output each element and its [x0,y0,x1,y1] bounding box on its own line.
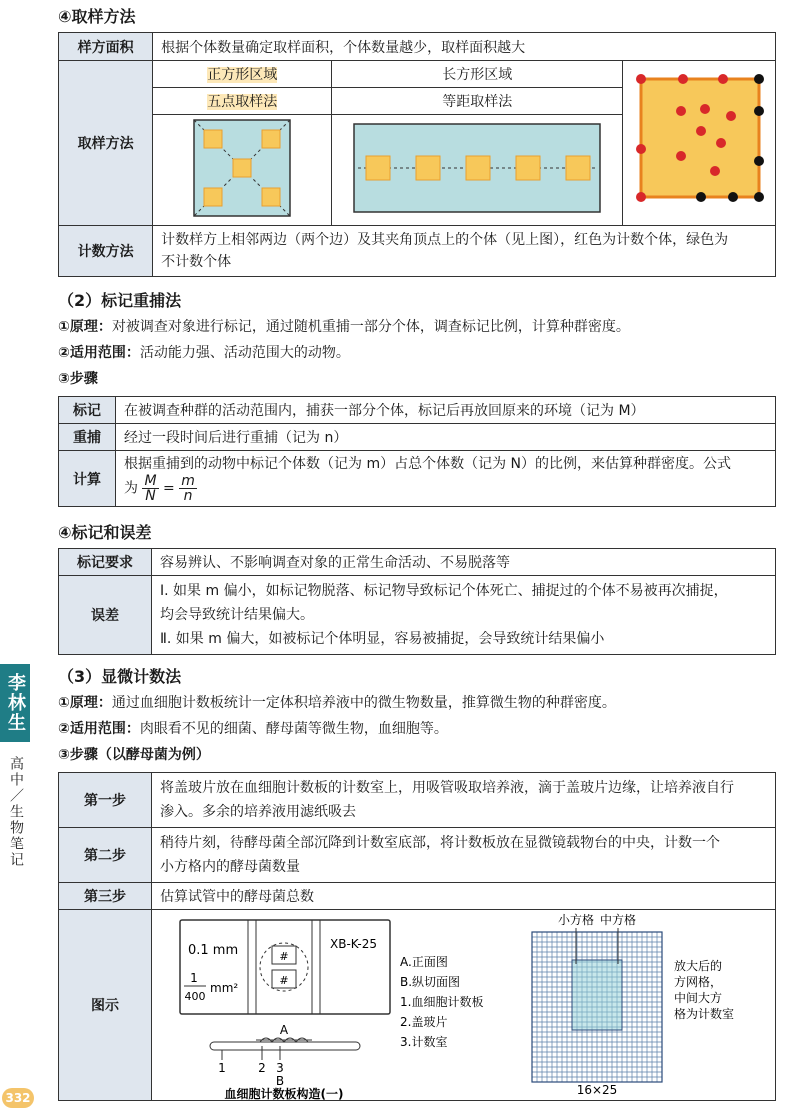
step1-text-2: 渗入。多余的培养液用滤纸吸去 [160,804,356,820]
num-3: 3 [276,1061,284,1075]
row-label-recapture: 重捕 [59,424,116,451]
row-text-counting-1: 计数样方上相邻两边（两个边）及其夹角顶点上的个体（见上图），红色为计数个体，绿色为 [161,232,729,248]
sampling-table [58,32,776,277]
micro-steps-label: ③步骤（以酵母菌为例） [58,747,210,763]
num-1: 1 [218,1061,226,1075]
principle-line: ①原理：对被调查对象进行标记，通过随机重捕一部分个体，调查标记比例，计算种群密度。 [58,319,630,335]
error-text-2: 均会导致统计结果偏大。 [160,607,314,623]
page-number: 332 [2,1088,34,1108]
brand-subtitle: 高中／生物笔记 [8,756,24,868]
step3-text: 估算试管中的酵母菌总数 [152,883,776,910]
row-text-recapture: 经过一段时间后进行重捕（记为 n） [116,424,776,451]
area-unit: mm² [210,981,239,995]
hash-bottom: # [279,974,289,987]
counting-quadrat-diagram [623,61,773,221]
volume-label: 0.1 mm [188,943,239,958]
section-heading-micro-count: （3）显微计数法 [58,667,182,686]
num-2: 2 [258,1061,266,1075]
row-text-calc: 根据重捕到的动物中标记个体数（记为 m）占总个体数（记为 N）的比例，来估算种群密度。公式 [124,456,732,472]
row-text-quadrat-area: 根据个体数量确定取样面积，个体数量越少，取样面积越大 [153,33,776,61]
mid-grid-label: 中方格 [599,913,637,927]
col-five-point: 五点取样法 [207,94,278,111]
scope-line: ②适用范围：活动能力强、活动范围大的动物。 [58,345,350,361]
step2-label: 第二步 [59,828,152,883]
row-text-counting-2: 不计数个体 [161,254,232,270]
five-point-diagram [192,118,292,218]
grid-note-1: 方网格， [674,975,723,989]
grid-note-0: 放大后的 [674,959,723,973]
step1-label: 第一步 [59,773,152,828]
small-grid-label: 小方格 [557,913,595,927]
diagram-cell [152,910,776,1101]
counting-quadrat-cell [623,61,776,226]
section-heading-mark-recapture: （2）标记重捕法 [58,291,182,310]
error-text-3: Ⅱ. 如果 m 偏大，如被标记个体明显，容易被捕捉，会导致统计结果偏小 [160,631,605,647]
legend-4: 3.计数室 [400,1035,448,1049]
legend-1: B.纵切面图 [400,975,461,989]
row-label-counting: 计数方法 [59,226,153,277]
five-point-cell [153,115,332,226]
section-heading-sampling-method: ④取样方法 [58,7,136,26]
hemocytometer-diagram [152,910,772,1100]
errors-table [58,548,776,655]
row-label-requirement: 标记要求 [59,549,152,576]
step1-text-1: 将盖玻片放在血细胞计数板的计数室上，用吸管吸取培养液，滴于盖玻片边缘，让培养液自行 [160,780,734,796]
step2-text-1: 稍待片刻，待酵母菌全部沉降到计数室底部，将计数板放在显微镜载物台的中央，计数一个 [160,835,720,851]
equidistant-diagram [352,120,602,216]
row-text-mark: 在被调查种群的活动范围内，捕获一部分个体，标记后再放回原来的环境（记为 M） [116,397,776,424]
micro-scope-line: ②适用范围：肉眼看不见的细菌、酵母菌等微生物，血细胞等。 [58,721,448,737]
hash-top: # [279,950,289,963]
row-label-mark: 标记 [59,397,116,424]
grid-size-label: 16×25 [576,1083,618,1097]
grid-note-3: 格为计数室 [674,1007,735,1021]
grid-note-2: 中间大方 [674,991,723,1005]
legend-2: 1.血细胞计数板 [400,995,484,1009]
section-heading-errors: ④标记和误差 [58,523,152,542]
micro-principle-line: ①原理：通过血细胞计数板统计一定体积培养液中的微生物数量，推算微生物的种群密度。 [58,695,616,711]
formula: 为 $\frac{M}{N}$ = $\frac{m}{n}$ [124,473,195,504]
mark-recapture-table [58,396,776,507]
micro-steps-table [58,772,776,1101]
label-b: B [275,1074,285,1088]
legend-0: A.正面图 [400,955,448,969]
step2-text-2: 小方格内的酵母菌数量 [160,859,300,875]
diagram-label: 图示 [59,910,152,1101]
steps-label: ③步骤 [58,371,98,387]
diagram-caption: 血细胞计数板构造(一) [224,1087,344,1100]
error-text-1: Ⅰ. 如果 m 偏小，如标记物脱落、标记物导致标记个体死亡、捕捉过的个体不易被再次捕捉， [160,583,728,599]
row-label-calc: 计算 [59,451,116,507]
equidistant-cell [332,115,623,226]
row-label-quadrat-area: 样方面积 [59,33,153,61]
legend-3: 2.盖玻片 [400,1015,448,1029]
model-label: XB-K-25 [330,937,377,951]
col-rect-area: 长方形区域 [332,61,623,88]
row-label-error: 误差 [59,576,152,655]
step3-label: 第三步 [59,883,152,910]
brand-tab: 李林生 [0,664,30,742]
row-text-requirement: 容易辨认、不影响调查对象的正常生命活动、不易脱落等 [152,549,776,576]
row-label-sampling-way: 取样方法 [59,61,153,226]
area-num: 1 [190,971,198,985]
area-den: 400 [184,990,206,1003]
col-square-area: 正方形区域 [207,67,278,84]
label-a: A [279,1023,289,1037]
col-equidistant: 等距取样法 [332,88,623,115]
